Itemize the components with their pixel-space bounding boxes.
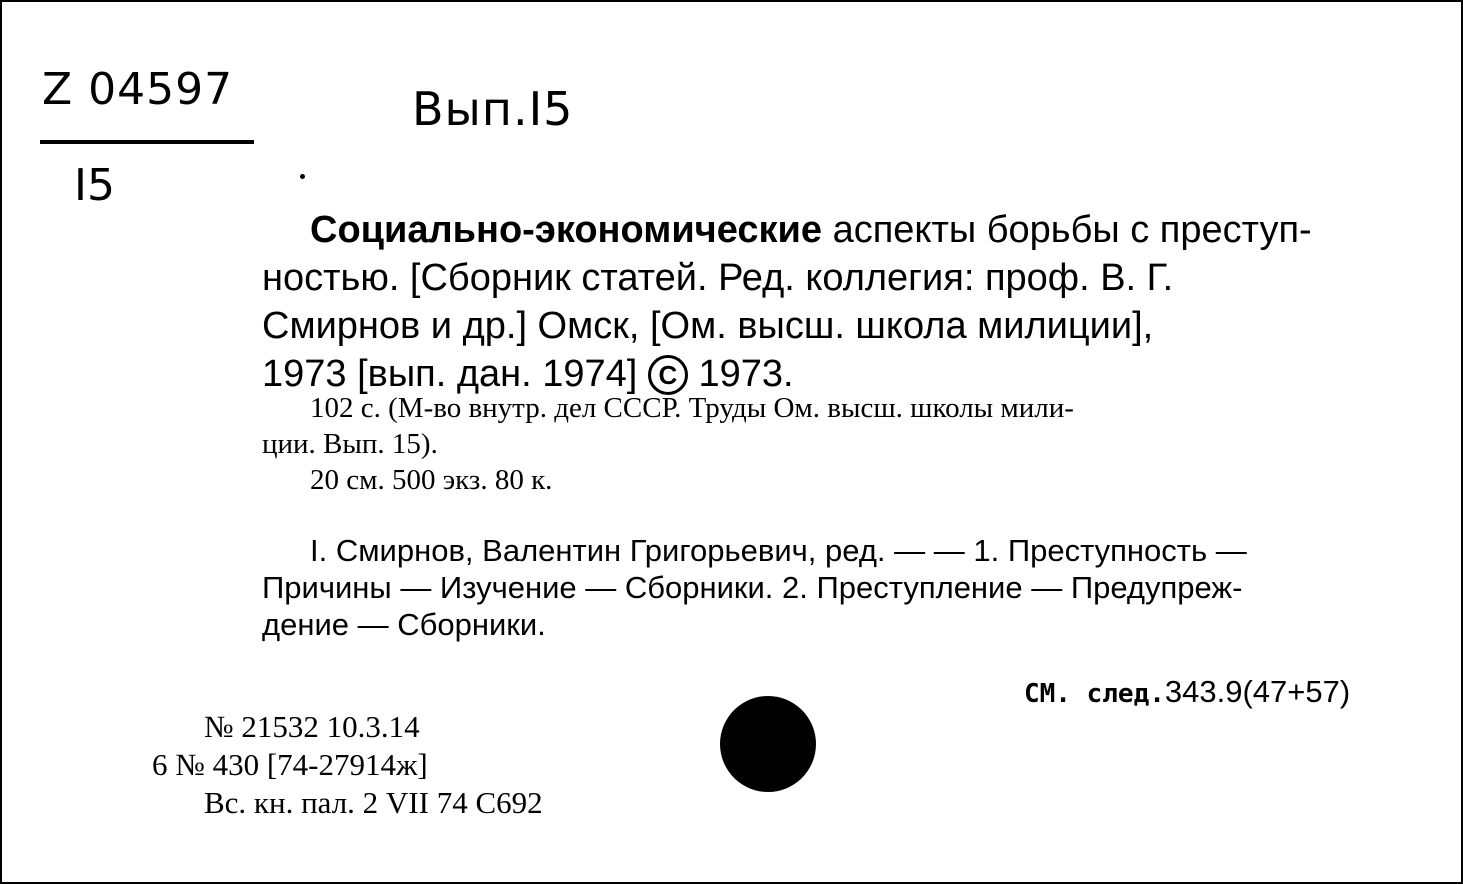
- call-number-sub: I5: [74, 160, 115, 211]
- punch-hole: [720, 696, 816, 792]
- record-title-bold: Социально-экономические: [310, 209, 823, 251]
- record-line-2: ностью. [Сборник статей. Ред. коллегия: проф. В. Г.: [262, 257, 1174, 299]
- collation-line-3: 20 см. 500 экз. 80 к.: [310, 464, 553, 496]
- imprint-line-3: Вс. кн. пал. 2 VII 74 С692: [204, 785, 543, 820]
- collation-line-2: ции. Вып. 15).: [262, 428, 438, 460]
- imprint-line-1: № 21532 10.3.14: [204, 709, 420, 744]
- collation: [262, 390, 1426, 498]
- call-number: Z 04597: [42, 64, 234, 115]
- see-next-label: СМ. след.: [1024, 679, 1165, 709]
- record-title-rest: аспекты борьбы с преступ-: [822, 209, 1312, 251]
- collation-line-1: 102 с. (М-во внутр. дел СССР. Труды Ом. высш. школы мили-: [310, 392, 1074, 424]
- subjects-line-1: I. Смирнов, Валентин Григорьевич, ред. — — 1. Преступность —: [310, 533, 1247, 568]
- record-dates: 1973 [вып. дан. 1974]: [262, 353, 648, 395]
- issue-label: Вып.I5: [412, 82, 574, 136]
- imprint-line-2: 6 № 430 [74-27914ж]: [152, 747, 428, 782]
- record-copyright-year: 1973.: [687, 353, 794, 395]
- ink-dot: [300, 174, 305, 179]
- see-next-code: 343.9(47+57): [1164, 674, 1351, 709]
- subjects-line-3: дение — Сборники.: [262, 607, 546, 642]
- record-line-3: Смирнов и др.] Омск, [Ом. высш. школа милиции],: [262, 305, 1154, 347]
- imprint-block: [152, 708, 543, 822]
- subject-headings: [262, 532, 1426, 643]
- call-number-underline: [40, 140, 254, 144]
- see-next-reference: [1024, 674, 1350, 710]
- subjects-line-2: Причины — Изучение — Сборники. 2. Преступление — Предупреж-: [262, 570, 1243, 605]
- bibliographic-record: [262, 206, 1426, 398]
- copyright-icon: C: [648, 355, 688, 395]
